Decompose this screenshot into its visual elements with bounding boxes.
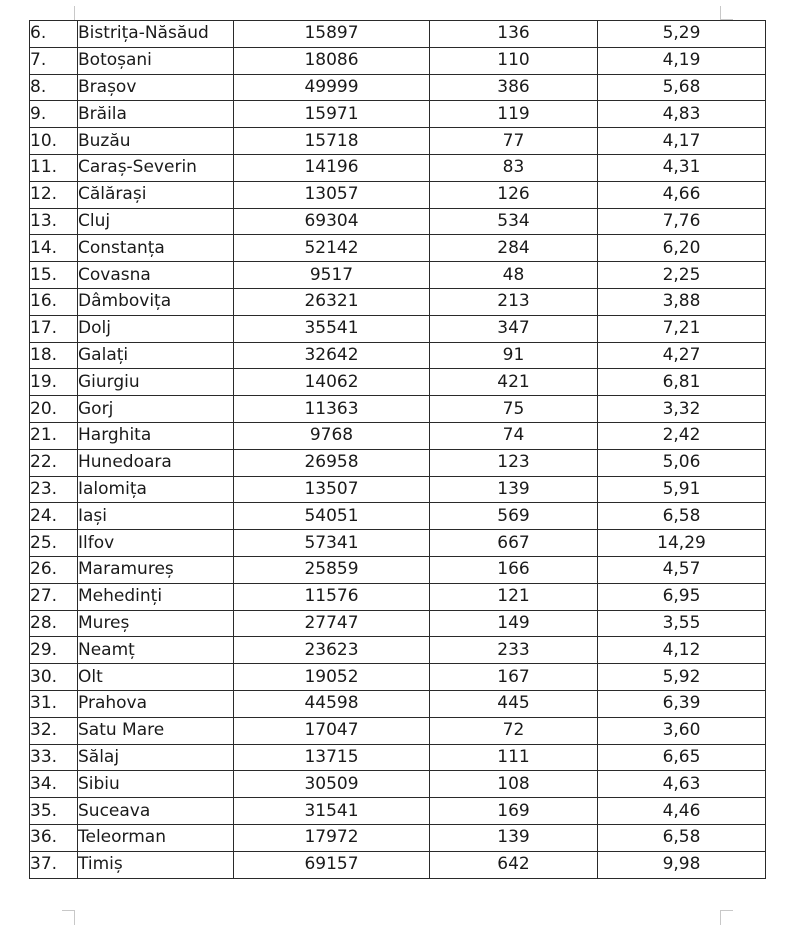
value-1-cell: 69157: [234, 851, 430, 878]
value-2-cell: 72: [430, 717, 598, 744]
value-3-cell: 4,27: [598, 342, 766, 369]
county-name-cell: Harghita: [78, 422, 234, 449]
table-row: [30, 422, 766, 449]
value-2-cell: 569: [430, 503, 598, 530]
row-number-cell: 21.: [30, 422, 78, 449]
county-name-cell: Ialomița: [78, 476, 234, 503]
value-3-cell: 6,95: [598, 583, 766, 610]
value-2-cell: 74: [430, 422, 598, 449]
row-number-cell: 17.: [30, 315, 78, 342]
value-3-cell: 6,20: [598, 235, 766, 262]
value-1-cell: 54051: [234, 503, 430, 530]
table-row: [30, 74, 766, 101]
table-row: [30, 690, 766, 717]
row-number-cell: 26.: [30, 556, 78, 583]
value-2-cell: 75: [430, 396, 598, 423]
row-number-cell: 8.: [30, 74, 78, 101]
county-name-cell: Giurgiu: [78, 369, 234, 396]
table-body: [30, 21, 766, 879]
row-number-cell: 11.: [30, 154, 78, 181]
county-name-cell: Sibiu: [78, 771, 234, 798]
value-2-cell: 111: [430, 744, 598, 771]
table-row: [30, 503, 766, 530]
row-number-cell: 31.: [30, 690, 78, 717]
value-3-cell: 4,83: [598, 101, 766, 128]
row-number-cell: 30.: [30, 664, 78, 691]
value-2-cell: 421: [430, 369, 598, 396]
value-2-cell: 83: [430, 154, 598, 181]
value-3-cell: 3,88: [598, 288, 766, 315]
value-2-cell: 213: [430, 288, 598, 315]
table-row: [30, 771, 766, 798]
value-2-cell: 123: [430, 449, 598, 476]
page-margin-corner-bottom-right: [720, 910, 733, 925]
row-number-cell: 10.: [30, 128, 78, 155]
value-3-cell: 7,21: [598, 315, 766, 342]
table-row: [30, 181, 766, 208]
county-name-cell: Cluj: [78, 208, 234, 235]
value-2-cell: 149: [430, 610, 598, 637]
value-1-cell: 11576: [234, 583, 430, 610]
value-2-cell: 169: [430, 798, 598, 825]
county-name-cell: Buzău: [78, 128, 234, 155]
row-number-cell: 27.: [30, 583, 78, 610]
row-number-cell: 14.: [30, 235, 78, 262]
value-1-cell: 17972: [234, 824, 430, 851]
value-3-cell: 9,98: [598, 851, 766, 878]
value-2-cell: 284: [430, 235, 598, 262]
value-2-cell: 139: [430, 824, 598, 851]
value-2-cell: 642: [430, 851, 598, 878]
row-number-cell: 29.: [30, 637, 78, 664]
county-name-cell: Brașov: [78, 74, 234, 101]
table-row: [30, 208, 766, 235]
value-3-cell: 3,55: [598, 610, 766, 637]
county-name-cell: Teleorman: [78, 824, 234, 851]
row-number-cell: 35.: [30, 798, 78, 825]
value-2-cell: 534: [430, 208, 598, 235]
table-row: [30, 369, 766, 396]
county-name-cell: Hunedoara: [78, 449, 234, 476]
table-row: [30, 717, 766, 744]
value-2-cell: 166: [430, 556, 598, 583]
value-2-cell: 119: [430, 101, 598, 128]
table-row: [30, 101, 766, 128]
value-1-cell: 44598: [234, 690, 430, 717]
value-1-cell: 9768: [234, 422, 430, 449]
county-name-cell: Brăila: [78, 101, 234, 128]
value-3-cell: 4,12: [598, 637, 766, 664]
table-row: [30, 315, 766, 342]
county-name-cell: Maramureș: [78, 556, 234, 583]
value-3-cell: 7,76: [598, 208, 766, 235]
table-row: [30, 235, 766, 262]
value-2-cell: 126: [430, 181, 598, 208]
value-3-cell: 2,42: [598, 422, 766, 449]
county-name-cell: Suceava: [78, 798, 234, 825]
row-number-cell: 12.: [30, 181, 78, 208]
value-2-cell: 233: [430, 637, 598, 664]
row-number-cell: 24.: [30, 503, 78, 530]
county-name-cell: Prahova: [78, 690, 234, 717]
value-1-cell: 14196: [234, 154, 430, 181]
county-name-cell: Olt: [78, 664, 234, 691]
row-number-cell: 13.: [30, 208, 78, 235]
row-number-cell: 25.: [30, 530, 78, 557]
row-number-cell: 34.: [30, 771, 78, 798]
county-name-cell: Mehedinți: [78, 583, 234, 610]
row-number-cell: 22.: [30, 449, 78, 476]
value-2-cell: 121: [430, 583, 598, 610]
value-1-cell: 31541: [234, 798, 430, 825]
county-name-cell: Neamț: [78, 637, 234, 664]
county-name-cell: Gorj: [78, 396, 234, 423]
value-3-cell: 4,17: [598, 128, 766, 155]
table-row: [30, 530, 766, 557]
value-1-cell: 11363: [234, 396, 430, 423]
value-1-cell: 15971: [234, 101, 430, 128]
value-3-cell: 4,66: [598, 181, 766, 208]
county-name-cell: Galați: [78, 342, 234, 369]
county-name-cell: Constanța: [78, 235, 234, 262]
value-1-cell: 30509: [234, 771, 430, 798]
county-name-cell: Dâmbovița: [78, 288, 234, 315]
value-3-cell: 2,25: [598, 262, 766, 289]
county-name-cell: Covasna: [78, 262, 234, 289]
table-row: [30, 798, 766, 825]
value-3-cell: 5,29: [598, 21, 766, 48]
table-row: [30, 449, 766, 476]
table-row: [30, 288, 766, 315]
value-1-cell: 23623: [234, 637, 430, 664]
value-2-cell: 108: [430, 771, 598, 798]
value-2-cell: 167: [430, 664, 598, 691]
value-3-cell: 5,06: [598, 449, 766, 476]
value-1-cell: 57341: [234, 530, 430, 557]
table-row: [30, 744, 766, 771]
county-name-cell: Timiș: [78, 851, 234, 878]
value-3-cell: 3,60: [598, 717, 766, 744]
value-2-cell: 48: [430, 262, 598, 289]
value-3-cell: 5,91: [598, 476, 766, 503]
county-name-cell: Mureș: [78, 610, 234, 637]
table-row: [30, 583, 766, 610]
value-3-cell: 4,19: [598, 47, 766, 74]
value-1-cell: 15897: [234, 21, 430, 48]
page-margin-corner-bottom-left: [62, 910, 75, 925]
value-2-cell: 386: [430, 74, 598, 101]
table-row: [30, 664, 766, 691]
value-1-cell: 25859: [234, 556, 430, 583]
row-number-cell: 9.: [30, 101, 78, 128]
row-number-cell: 16.: [30, 288, 78, 315]
county-data-table: [29, 20, 766, 879]
value-3-cell: 6,39: [598, 690, 766, 717]
row-number-cell: 23.: [30, 476, 78, 503]
value-1-cell: 35541: [234, 315, 430, 342]
row-number-cell: 36.: [30, 824, 78, 851]
value-3-cell: 4,63: [598, 771, 766, 798]
table-row: [30, 342, 766, 369]
row-number-cell: 37.: [30, 851, 78, 878]
value-1-cell: 49999: [234, 74, 430, 101]
value-3-cell: 6,65: [598, 744, 766, 771]
value-1-cell: 15718: [234, 128, 430, 155]
table-row: [30, 128, 766, 155]
value-3-cell: 4,46: [598, 798, 766, 825]
value-3-cell: 6,58: [598, 503, 766, 530]
table-row: [30, 824, 766, 851]
value-2-cell: 139: [430, 476, 598, 503]
county-name-cell: Dolj: [78, 315, 234, 342]
value-1-cell: 32642: [234, 342, 430, 369]
row-number-cell: 28.: [30, 610, 78, 637]
table-row: [30, 396, 766, 423]
value-1-cell: 26321: [234, 288, 430, 315]
row-number-cell: 19.: [30, 369, 78, 396]
value-1-cell: 13715: [234, 744, 430, 771]
row-number-cell: 18.: [30, 342, 78, 369]
county-name-cell: Bistrița-Năsăud: [78, 21, 234, 48]
page-margin-corner-top-right: [720, 6, 733, 20]
county-name-cell: Caraș-Severin: [78, 154, 234, 181]
value-2-cell: 667: [430, 530, 598, 557]
table-row: [30, 556, 766, 583]
value-3-cell: 4,31: [598, 154, 766, 181]
row-number-cell: 6.: [30, 21, 78, 48]
table-row: [30, 47, 766, 74]
value-1-cell: 17047: [234, 717, 430, 744]
value-3-cell: 6,81: [598, 369, 766, 396]
table-row: [30, 610, 766, 637]
value-1-cell: 52142: [234, 235, 430, 262]
row-number-cell: 7.: [30, 47, 78, 74]
value-3-cell: 4,57: [598, 556, 766, 583]
value-1-cell: 69304: [234, 208, 430, 235]
value-1-cell: 13507: [234, 476, 430, 503]
county-name-cell: Iași: [78, 503, 234, 530]
value-3-cell: 14,29: [598, 530, 766, 557]
value-2-cell: 91: [430, 342, 598, 369]
county-name-cell: Satu Mare: [78, 717, 234, 744]
value-1-cell: 19052: [234, 664, 430, 691]
row-number-cell: 20.: [30, 396, 78, 423]
table-row: [30, 851, 766, 878]
table-row: [30, 21, 766, 48]
value-2-cell: 445: [430, 690, 598, 717]
value-1-cell: 27747: [234, 610, 430, 637]
table-row: [30, 262, 766, 289]
county-name-cell: Botoșani: [78, 47, 234, 74]
value-3-cell: 5,68: [598, 74, 766, 101]
table-row: [30, 154, 766, 181]
page-margin-corner-top-left: [62, 6, 75, 20]
value-3-cell: 3,32: [598, 396, 766, 423]
value-3-cell: 5,92: [598, 664, 766, 691]
value-2-cell: 77: [430, 128, 598, 155]
value-2-cell: 136: [430, 21, 598, 48]
value-1-cell: 9517: [234, 262, 430, 289]
value-2-cell: 110: [430, 47, 598, 74]
value-3-cell: 6,58: [598, 824, 766, 851]
county-name-cell: Ilfov: [78, 530, 234, 557]
county-name-cell: Călărași: [78, 181, 234, 208]
value-1-cell: 14062: [234, 369, 430, 396]
row-number-cell: 15.: [30, 262, 78, 289]
value-1-cell: 18086: [234, 47, 430, 74]
table-row: [30, 476, 766, 503]
row-number-cell: 32.: [30, 717, 78, 744]
row-number-cell: 33.: [30, 744, 78, 771]
value-1-cell: 26958: [234, 449, 430, 476]
value-2-cell: 347: [430, 315, 598, 342]
county-name-cell: Sălaj: [78, 744, 234, 771]
table-row: [30, 637, 766, 664]
value-1-cell: 13057: [234, 181, 430, 208]
